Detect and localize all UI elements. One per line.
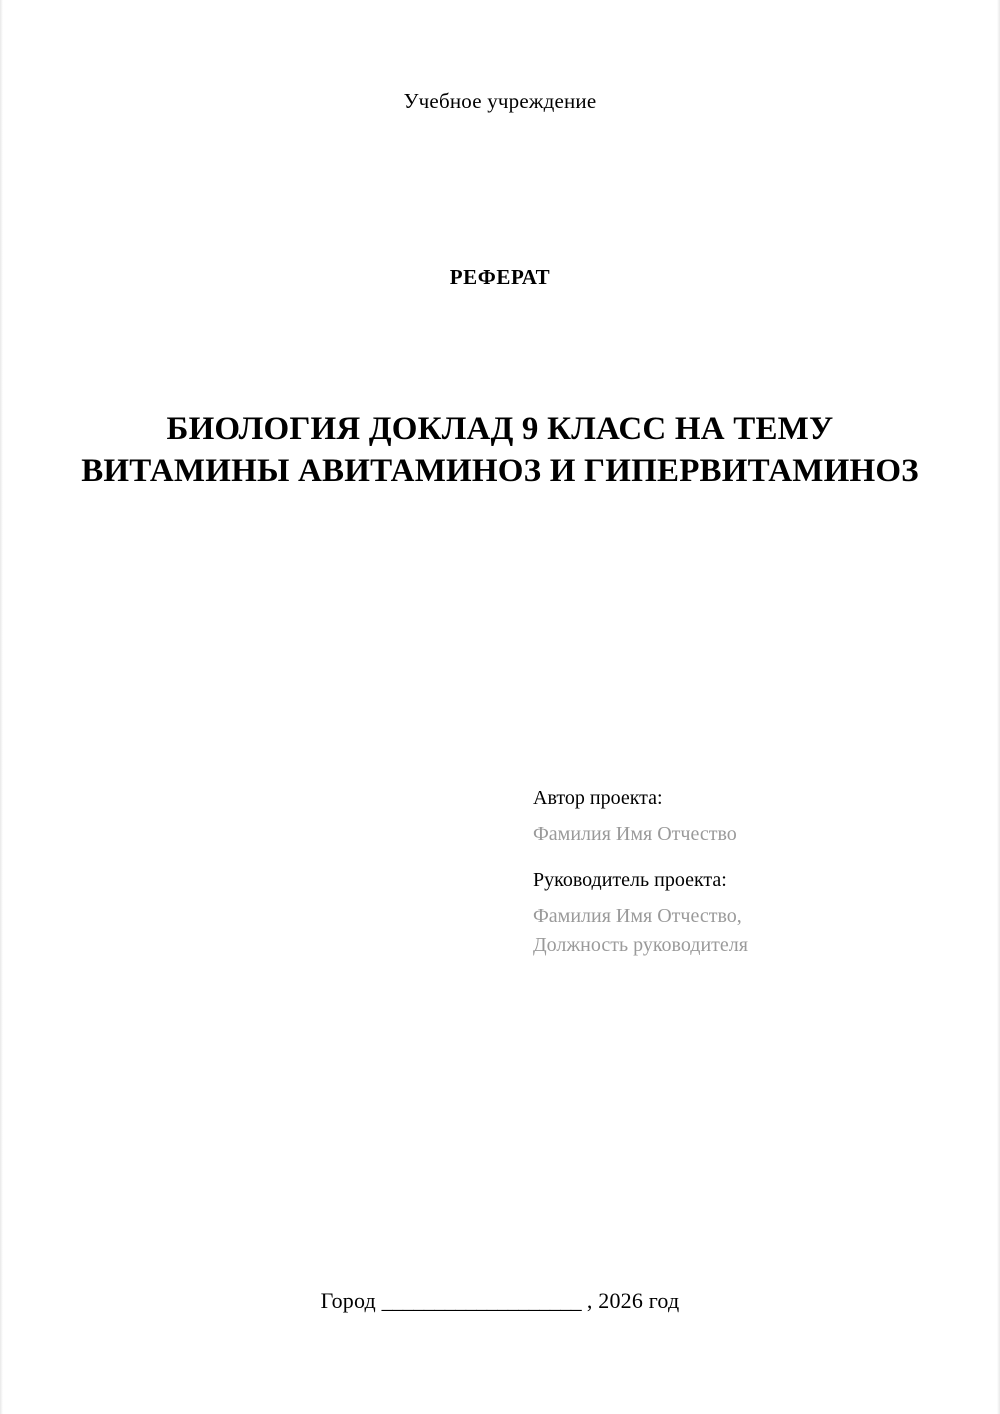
supervisor-position-placeholder: Должность руководителя [533, 934, 748, 956]
credits-section [533, 788, 933, 981]
city-label: Город [320, 1288, 376, 1313]
year-label: , 2026 год [586, 1288, 680, 1313]
supervisor-name-placeholder: Фамилия Имя Отчество, [533, 905, 742, 927]
page-title: БИОЛОГИЯ ДОКЛАД 9 КЛАСС НА ТЕМУ ВИТАМИНЫ АВИТАМИНОЗ И ГИПЕРВИТАМИНОЗ [81, 411, 919, 490]
supervisor-block [533, 870, 933, 955]
city-blank-line: ___________________ [381, 1288, 582, 1313]
footer-line [0, 1288, 1000, 1314]
author-block [533, 788, 933, 844]
author-name-placeholder: Фамилия Имя Отчество [533, 823, 737, 845]
institution-name: Учебное учреждение [403, 89, 597, 113]
supervisor-label: Руководитель проекта: [533, 869, 727, 891]
author-label: Автор проекта: [533, 787, 663, 809]
document-type: РЕФЕРАТ [449, 265, 551, 289]
